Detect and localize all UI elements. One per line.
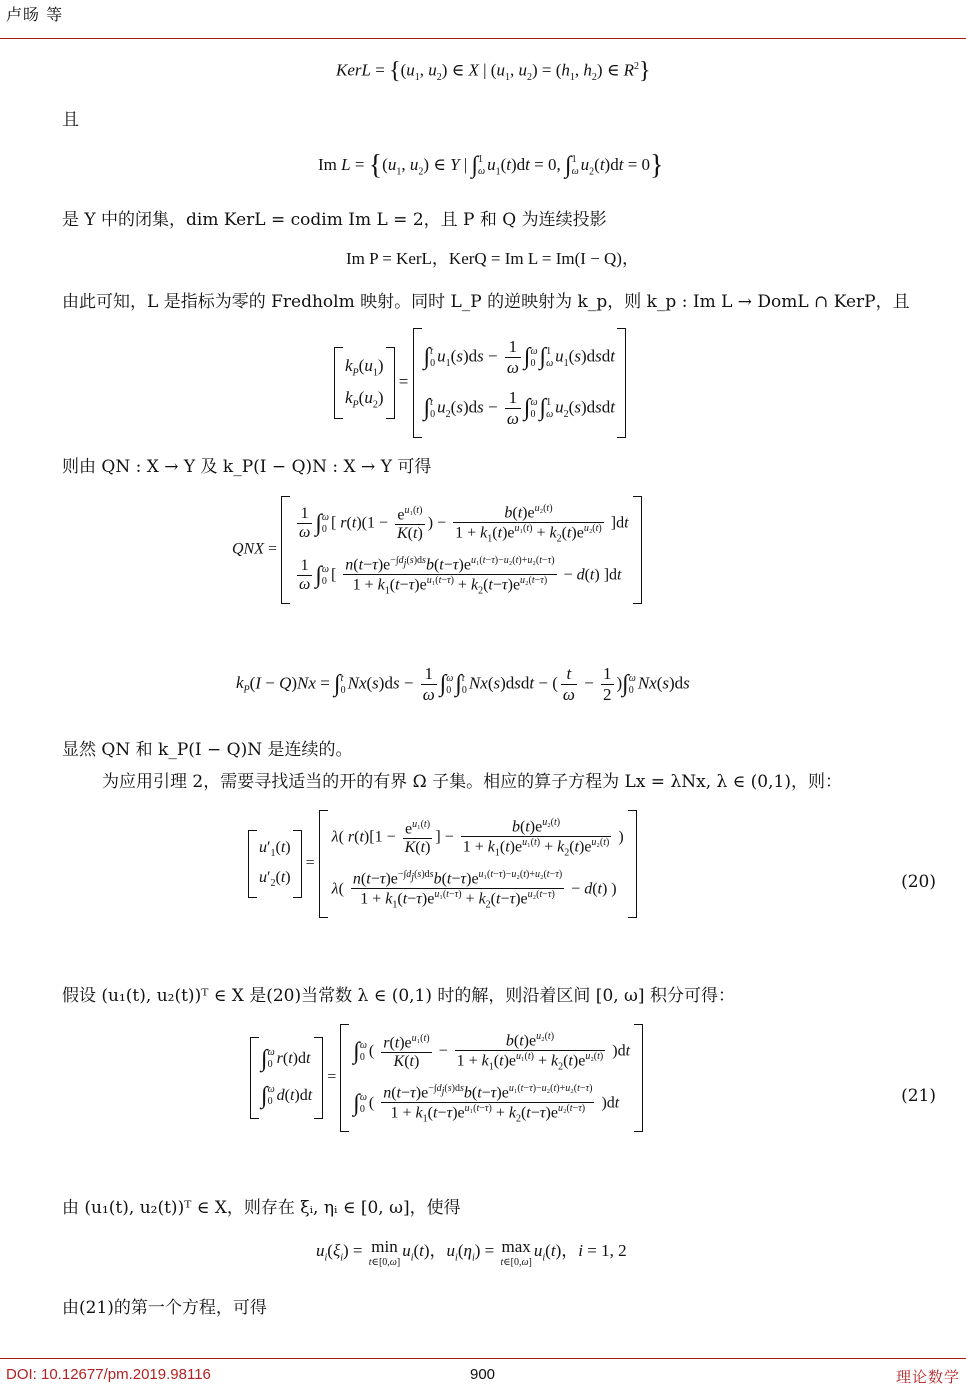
footer-journal: 理论数学 <box>895 1368 960 1386</box>
text-assume: 假设 (u₁(t), u₂(t))ᵀ ∈ X 是(20)当常数 λ ∈ (0,1) 时的解，则沿着区间 [0, ω] 积分可得： <box>62 986 735 1006</box>
header-authors: 卢旸 等 <box>6 5 64 24</box>
equation-projections: Im P = KerL，KerQ = Im L = Im(I − Q)， <box>346 249 639 268</box>
equation-iml: Im $L = \{(u_1$, $u_2$) ∈ Y | ∫1 ω $u_1(t)dt = 0$, ∫1 ω $u_2(t)dt = 0$} <box>318 150 664 181</box>
equation-20-number: (20) <box>901 872 936 892</box>
footer-doi[interactable]: DOI: 10.12677/pm.2019.98116 <box>6 1366 211 1383</box>
equation-20: $u'_1(t)$ $u'_2(t)$ = λ( r(t)[1 − $\frac{e^{u_1(t)}}{K(t)}$ ] − $\frac{b(t)e^{u_2(t)}}{1 + k_1(t)e^{u_1(t)} + k_2(t)e^{u_2(t)}}$ ) λ( $\frac{n(t-\tau)e^{-\int d_j(s)ds}b(t-\tau)e^{u_1(t-\tau)-u_2(t)+u_2(t-\tau)}}{1 + k_1(t-\tau)e^{u_1(t-\tau)} + k_2(t-\tau)e^{u_2(t-\tau)}}$ − d(t) ) <box>248 810 637 918</box>
text-closed-set: 是 Y 中的闭集，dim KerL = codim Im L = 2，且 P 和 Q 为连续投影 <box>62 210 607 230</box>
page-header <box>0 0 966 40</box>
text-first-equation: 由(21)的第一个方程，可得 <box>62 1298 267 1318</box>
equation-kp-matrix: $k_P(u_1)$ $k_P(u_2)$ = ∫t 0 $u_1(s)ds$ − $\frac{1}{\omega}$ ∫ω 0 ∫1 ω $u_1(s)dsdt$ ∫t 0 $u_2(s)ds$ − $\frac{1}{\omega}$ ∫ω 0 ∫1 ω $u_2(s)dsdt$ <box>334 328 626 438</box>
text-continuous: 显然 QN 和 k_P(I − Q)N 是连续的。 <box>62 740 353 760</box>
equation-qnx: QNX = $\frac{1}{\omega}$ ∫ω 0 [ r(t)(1 − $\frac{e^{u_1(t)}}{K(t)}$ ) − $\frac{b(t)e^{u_2(t)}}{1 + k_1(t)e^{u_1(t)} + k_2(t)e^{u_2(t)}}$ ]dt $\frac{1}{\omega}$ ∫ω 0 [ $\frac{n(t-\tau)e^{-\int d_j(s)ds}b(t-\tau)e^{u_1(t-\tau)-u_2(t)+u_2(t-\tau)}}{1 + k_1(t-\tau)e^{u_1(t-\tau)} + k_2(t-\tau)e^{u_2(t-\tau)}}$ − d(t) ]dt <box>232 496 642 604</box>
text-fredholm: 由此可知，L 是指标为零的 Fredholm 映射。同时 L_P 的逆映射为 k_p，则 k_p : Im L → DomL ∩ KerP，且 <box>62 292 910 312</box>
text-and: 且 <box>62 110 79 130</box>
equation-kerl: KerL = {($u_1$, $u_2$) ∈ X | ($u_1$, $u_2) = (h_1$, $h_2$) ∈ $R^2$} <box>336 58 651 84</box>
equation-kp-iqn: $k_P(I - Q)Nx = \int t$ 0 Nx(s)ds − $\frac{1}{\omega}$ ∫ω 0 ∫t 0 Nx(s)dsdt − ( $\frac{t}{\omega}$ − $\frac{1}{2}$ )∫ω 0 Nx(s)ds <box>236 664 690 704</box>
header-rule <box>0 38 966 39</box>
equation-21-number: (21) <box>901 1086 936 1106</box>
text-exists: 由 (u₁(t), u₂(t))ᵀ ∈ X，则存在 ξᵢ, ηᵢ ∈ [0, ω]，使得 <box>62 1198 461 1218</box>
text-lemma: 为应用引理 2，需要寻找适当的开的有界 Ω 子集。相应的算子方程为 Lx = λNx, λ ∈ (0,1)，则： <box>102 772 842 792</box>
footer-rule <box>0 1358 966 1359</box>
equation-min-max: $u_i(\xi_i)$ = min t∈[0,ω] $u_i(t)$，$u_i(\eta_i)$ = max t∈[0,ω] $u_i(t)$，i = 1, 2 <box>316 1236 627 1268</box>
footer-page-number: 900 <box>470 1366 496 1383</box>
text-qn: 则由 QN : X → Y 及 k_P(I − Q)N : X → Y 可得 <box>62 457 432 477</box>
equation-21: ∫ω 0 r(t)dt ∫ω 0 d(t)dt = ∫ω 0 ( $\frac{r(t)e^{u_1(t)}}{K(t)}$ − $\frac{b(t)e^{u_2(t)}}{1 + k_1(t)e^{u_1(t)} + k_2(t)e^{u_2(t)}}$ )dt ∫ω 0 ( $\frac{n(t-\tau)e^{-\int d_j(s)ds}b(t-\tau)e^{u_1(t-\tau)-u_2(t)+u_2(t-\tau)}}{1 + k_1(t-\tau)e^{u_1(t-\tau)} + k_2(t-\tau)e^{u_2(t-\tau)}}$ )dt <box>250 1024 643 1132</box>
